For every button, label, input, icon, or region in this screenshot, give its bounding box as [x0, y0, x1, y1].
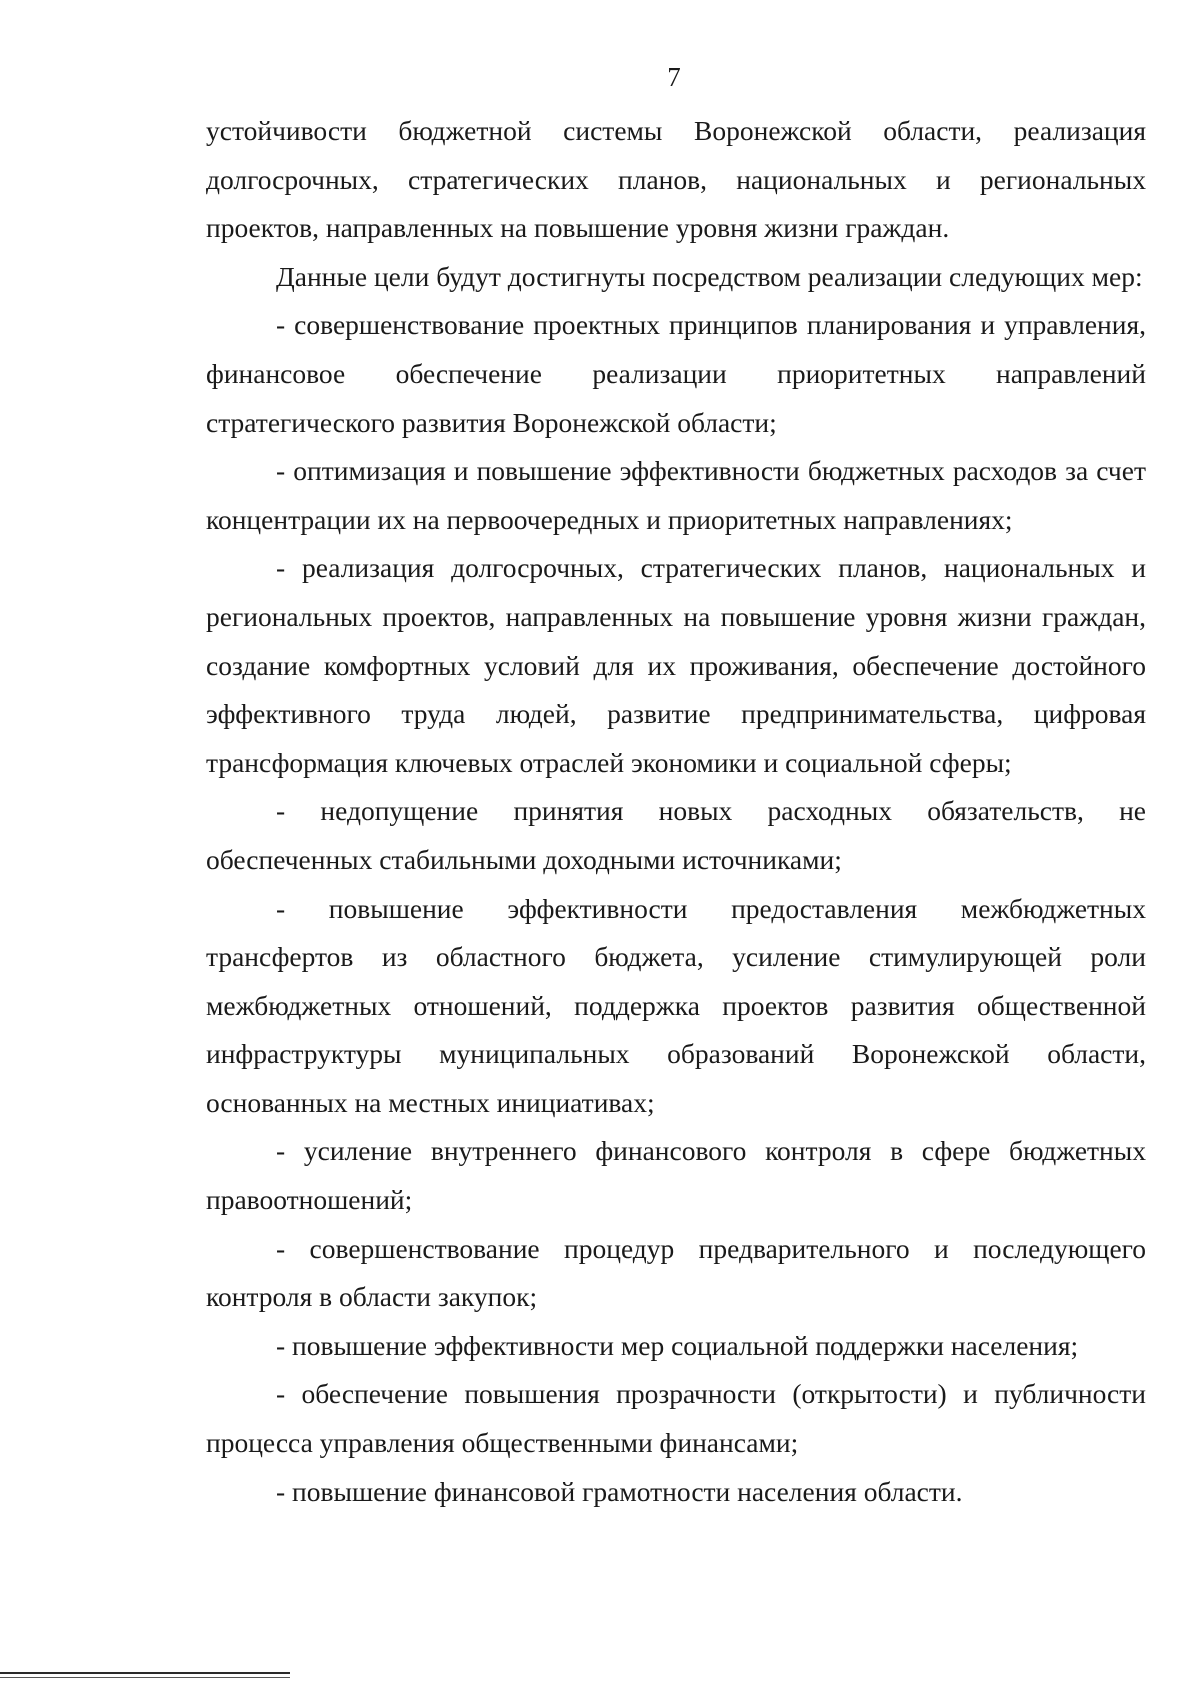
footer-rule-thin — [0, 1677, 290, 1678]
list-item-expense-optimization: - оптимизация и повышение эффективности бюджетных расходов за счет концентрации их на первоочередных и приоритетных направлениях; — [206, 455, 1146, 535]
footer-rule — [0, 1672, 290, 1674]
list-item-no-new-obligations: - недопущение принятия новых расходных обязательств, не обеспеченных стабильными доходными источниками; — [206, 795, 1146, 875]
list-item-financial-literacy: - повышение финансовой грамотности населения области. — [276, 1475, 963, 1507]
list-item-national-projects: - реализация долгосрочных, стратегических планов, национальных и региональных проектов, направленных на повышение уровня жизни граждан, создание комфортных условий для их проживания, обеспечение достойного эффективного труда людей, развитие предпринимательства, цифровая трансформация ключевых отраслей экономики и социальной сферы; — [206, 552, 1146, 778]
list-item-transparency: - обеспечение повышения прозрачности (открытости) и публичности процесса управления общественными финансами; — [206, 1378, 1146, 1459]
list-item-project-principles: - совершенствование проектных принципов планирования и управления, финансовое обеспечение реализации приоритетных направлений стратегического развития Воронежской области; — [206, 309, 1146, 438]
document-body — [206, 107, 1146, 1516]
list-item-interbudget-transfers: - повышение эффективности предоставления межбюджетных трансфертов из областного бюджета, усиление стимулирующей роли межбюджетных отношений, поддержка проектов развития общественной инфраструктуры муниципальных образований Воронежской области, основанных на местных инициативах; — [206, 892, 1146, 1118]
list-item-procurement-control: - совершенствование процедур предварительного и последующего контроля в области закупок; — [206, 1232, 1146, 1313]
paragraph-continuation: устойчивости бюджетной системы Воронежской области, реализация долгосрочных, стратегических планов, национальных и региональных проектов, направленных на повышение уровня жизни граждан. — [206, 115, 1146, 244]
list-item-social-support: - повышение эффективности мер социальной поддержки населения; — [276, 1329, 1079, 1361]
list-item-internal-control: - усиление внутреннего финансового контроля в сфере бюджетных правоотношений; — [206, 1135, 1146, 1216]
page-number: 7 — [667, 62, 681, 92]
paragraph-goals-intro: Данные цели будут достигнуты посредством реализации следующих мер: — [276, 260, 1143, 292]
